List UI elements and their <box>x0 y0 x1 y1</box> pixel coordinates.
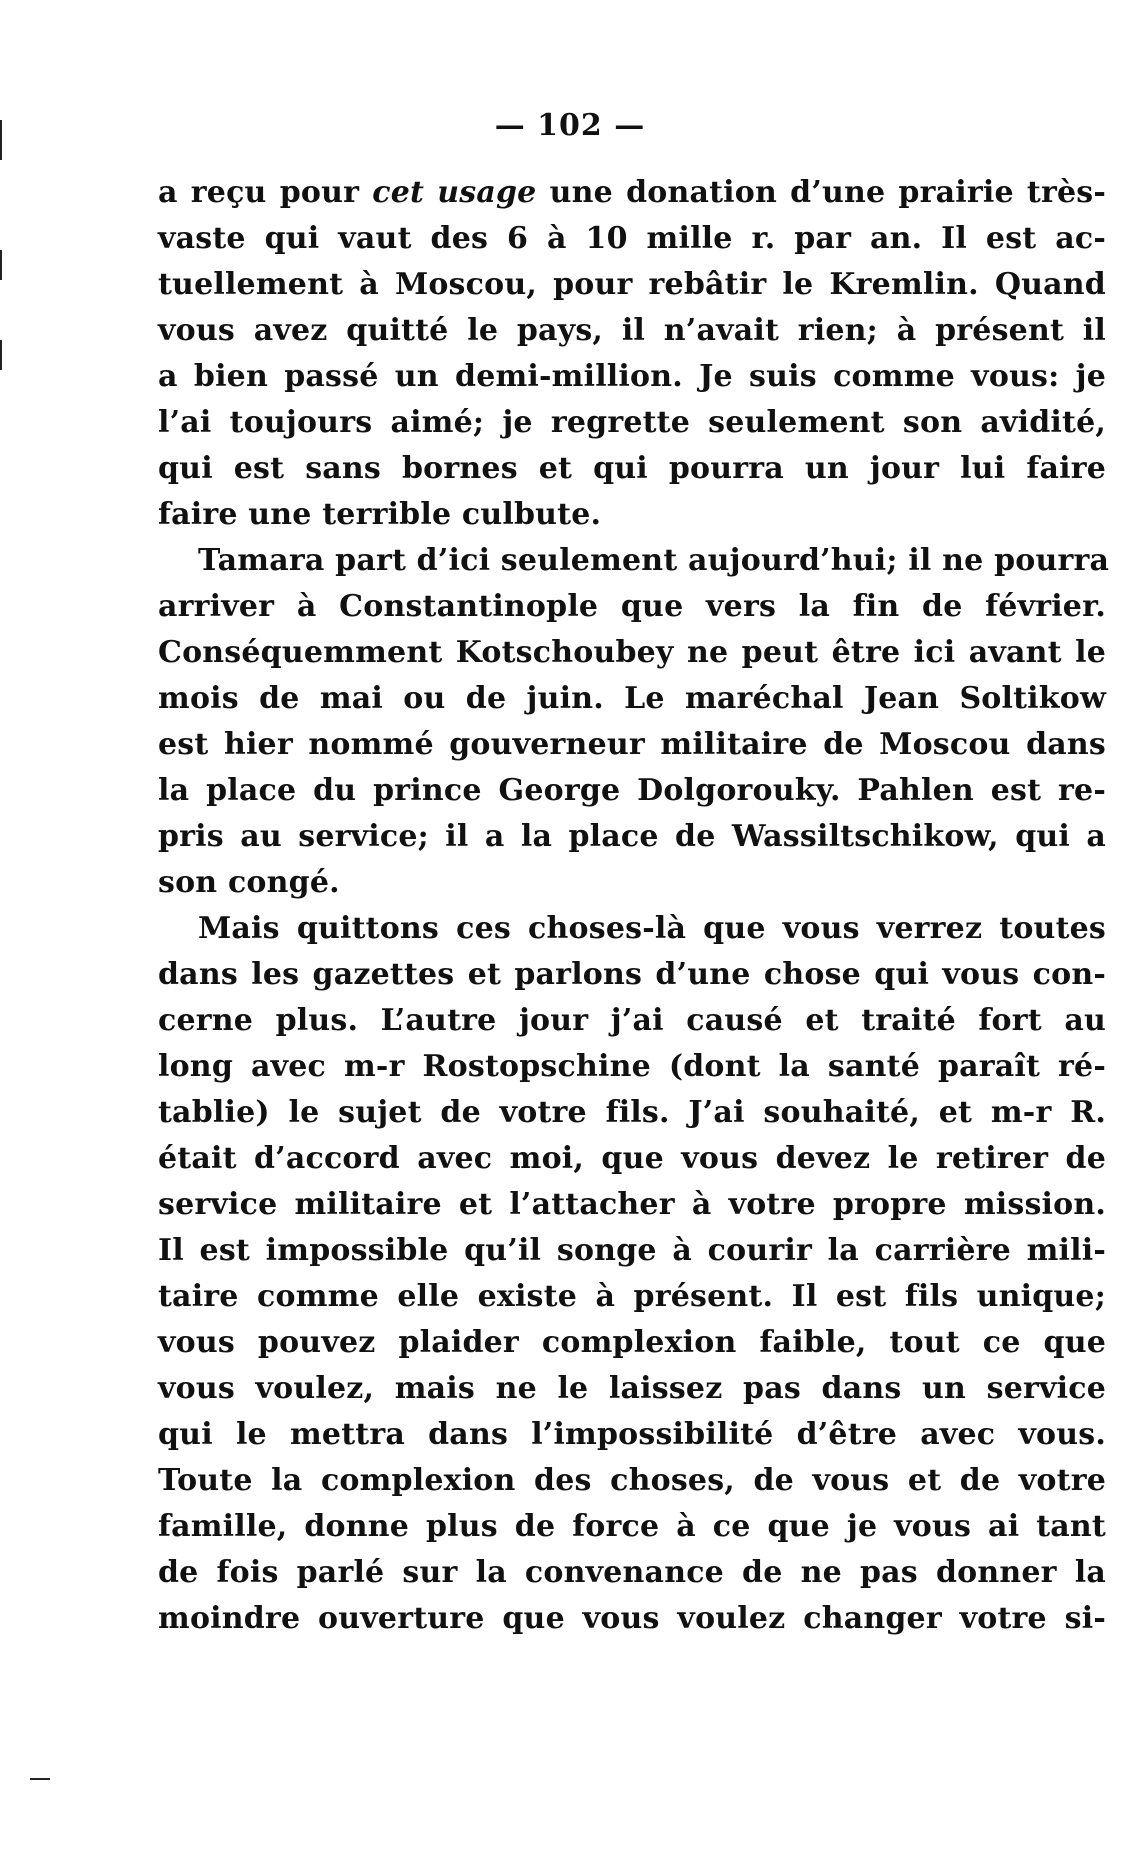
text-line: de fois parlé sur la convenance de ne pas donner la <box>158 1555 1106 1590</box>
text-line: famille, donne plus de force à ce que je vous ai tant <box>158 1509 1106 1544</box>
text-line: Mais quittons ces choses-là que vous verrez toutes <box>198 911 1106 946</box>
text-line: était d’accord avec moi, que vous devez le retirer de <box>158 1141 1106 1176</box>
text-line: vaste qui vaut des 6 à 10 mille r. par an. Il est ac- <box>158 221 1106 256</box>
text-line: Tamara part d’ici seulement aujourd’hui; il ne pourra <box>198 543 1110 578</box>
text-line: service militaire et l’attacher à votre propre mission. <box>158 1187 1106 1222</box>
scan-edge-mark <box>0 120 2 160</box>
text-line: arriver à Constantinople que vers la fin de février. <box>158 589 1106 624</box>
text-line: pris au service; il a la place de Wassiltschikow, qui a <box>158 819 1106 854</box>
body-text <box>158 170 1110 1642</box>
text-line: Il est impossible qu’il songe à courir la carrière mili- <box>158 1233 1106 1268</box>
text-line: cerne plus. L’autre jour j’ai causé et traité fort au <box>158 1003 1106 1038</box>
text-line: son congé. <box>158 865 340 900</box>
text-line: vous pouvez plaider complexion faible, tout ce que <box>158 1325 1106 1360</box>
text-line: a reçu pour cet usage une donation d’une prairie très- <box>158 175 1106 210</box>
text-line: vous voulez, mais ne le laissez pas dans un service <box>158 1371 1106 1406</box>
page-number: — 102 — <box>494 108 646 143</box>
text-line: faire une terrible culbute. <box>158 497 602 532</box>
text-line: tuellement à Moscou, pour rebâtir le Kremlin. Quand <box>158 267 1106 302</box>
scan-edge-mark <box>30 1778 50 1780</box>
text-line: taire comme elle existe à présent. Il est fils unique; <box>158 1279 1106 1314</box>
scan-edge-mark <box>0 340 2 370</box>
scan-edge-mark <box>0 250 2 280</box>
text-line: la place du prince George Dolgorouky. Pahlen est re- <box>158 773 1106 808</box>
text-line: tablie) le sujet de votre fils. J’ai souhaité, et m-r R. <box>158 1095 1106 1130</box>
text-line: Toute la complexion des choses, de vous et de votre <box>158 1463 1106 1498</box>
text-line: qui est sans bornes et qui pourra un jour lui faire <box>158 451 1106 486</box>
text-line: est hier nommé gouverneur militaire de Moscou dans <box>158 727 1106 762</box>
text-line: moindre ouverture que vous voulez changer votre si- <box>158 1601 1106 1636</box>
text-line: dans les gazettes et parlons d’une chose qui vous con- <box>158 957 1106 992</box>
text-line: l’ai toujours aimé; je regrette seulement son avidité, <box>158 405 1106 440</box>
text-line: mois de mai ou de juin. Le maréchal Jean Soltikow <box>158 681 1106 716</box>
text-line: vous avez quitté le pays, il n’avait rien; à présent il <box>158 313 1106 348</box>
text-line: a bien passé un demi-million. Je suis comme vous: je <box>158 359 1106 394</box>
text-line: long avec m-r Rostopschine (dont la santé paraît ré- <box>158 1049 1106 1084</box>
text-line: Conséquemment Kotschoubey ne peut être ici avant le <box>158 635 1106 670</box>
text-line: qui le mettra dans l’impossibilité d’être avec vous. <box>158 1417 1106 1452</box>
